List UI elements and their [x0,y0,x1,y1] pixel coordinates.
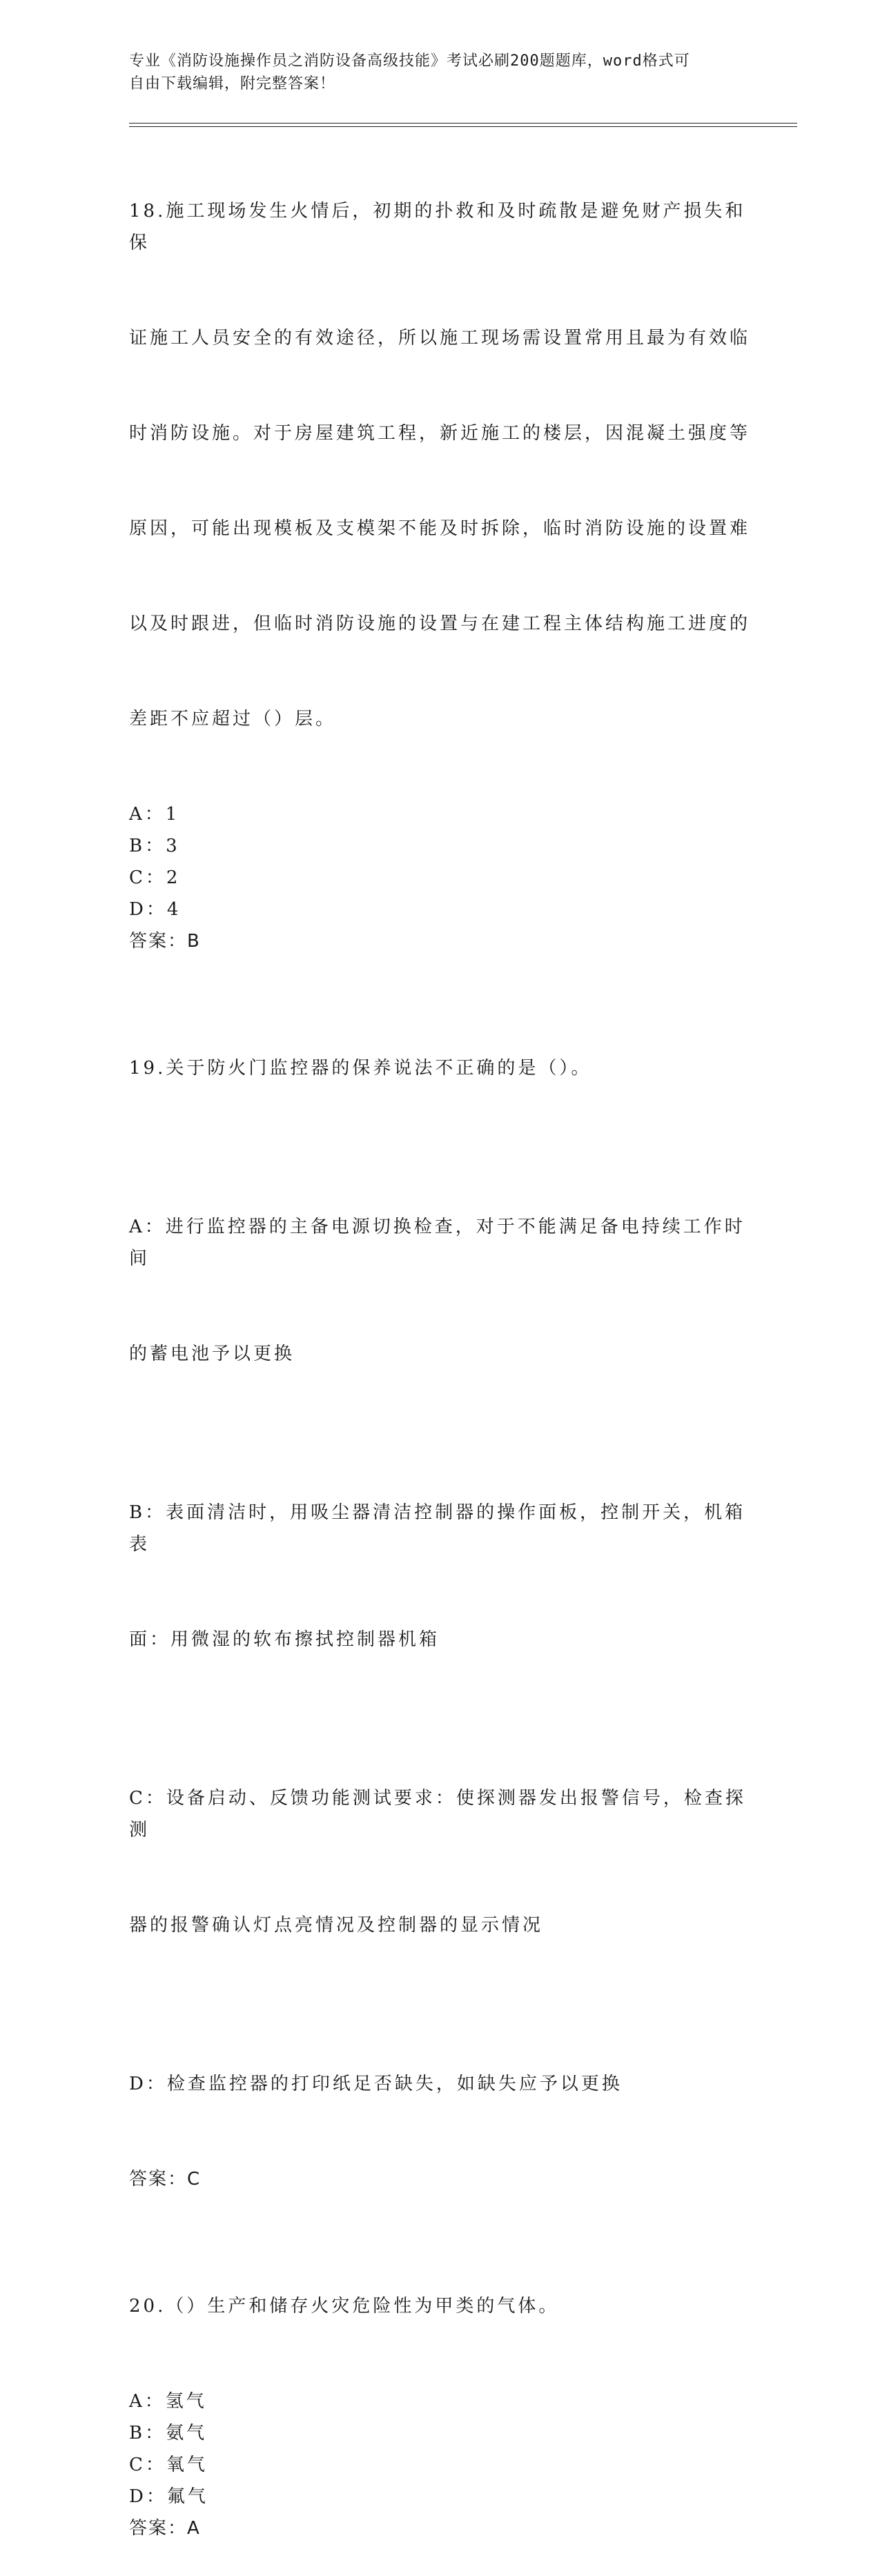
option-c: C：2 [129,867,181,888]
option-d: D：氟气 [129,2486,208,2507]
header-line-1: 专业《消防设施操作员之消防设备高级技能》考试必刷200题题库，word格式可 [129,52,690,70]
option-line: D：检查监控器的打印纸足否缺失，如缺失应予以更换 [129,2074,623,2094]
answer-label: 答案：A [129,2518,201,2539]
question-text-line: 20.（）生产和储存火灾危险性为甲类的气体。 [129,2296,560,2317]
question-text-line: 19.关于防火门监控器的保养说法不正确的是（）。 [129,1058,592,1079]
question-text-line: 差距不应超过（）层。 [129,709,337,729]
question-text-line: 时消防设施。对于房屋建筑工程，新近施工的楼层，因混凝土强度等 [129,423,751,444]
header-rule-top [129,123,797,124]
option-line: 面：用微湿的软布擦拭控制器机箱 [129,1629,440,1650]
question-18 [129,132,750,957]
option-line: A：进行监控器的主备电源切换检查，对于不能满足备电持续工作时间 [129,1217,745,1269]
header-rule-bottom [129,126,797,127]
option-c: C：氧气 [129,2455,208,2475]
option-line: C：设备启动、反馈功能测试要求：使探测器发出报警信号，检查探测 [129,1788,746,1840]
document-header [129,50,750,95]
option-d: D：4 [129,899,182,920]
option-a [129,1148,750,1433]
question-text [129,2227,750,2386]
question-text-line: 以及时跟进，但临时消防设施的设置与在建工程主体结构施工进度的 [129,613,751,634]
header-line-2: 自由下载编辑，附完整答案！ [129,75,336,92]
question-text [129,132,750,798]
option-b: B：3 [129,836,180,856]
answer-label: 答案：B [129,931,201,952]
option-line: 器的报警确认灯点亮情况及控制器的显示情况 [129,1915,544,1936]
question-19 [129,989,750,2195]
option-a: A：氢气 [129,2391,207,2412]
option-b [129,1433,750,1719]
option-b: B：氨气 [129,2423,208,2444]
answer-label: 答案：C [129,2169,202,2190]
question-text-line: 证施工人员安全的有效途径，所以施工现场需设置常用且最为有效临 [129,328,751,348]
option-line: B：表面清洁时，用吸尘器清洁控制器的操作面板，控制开关，机箱表 [129,1502,746,1555]
question-list [129,132,750,2576]
option-c [129,1719,750,2005]
question-20 [129,2227,750,2544]
option-d [129,2005,750,2163]
question-text-line: 原因，可能出现模板及支模架不能及时拆除，临时消防设施的设置难 [129,518,751,539]
option-line: 的蓄电池予以更换 [129,1344,295,1364]
question-text [129,989,750,1148]
option-a: A：1 [129,804,180,825]
question-text-line: 18.施工现场发生火情后，初期的扑救和及时疏散是避免财产损失和保 [129,201,746,253]
